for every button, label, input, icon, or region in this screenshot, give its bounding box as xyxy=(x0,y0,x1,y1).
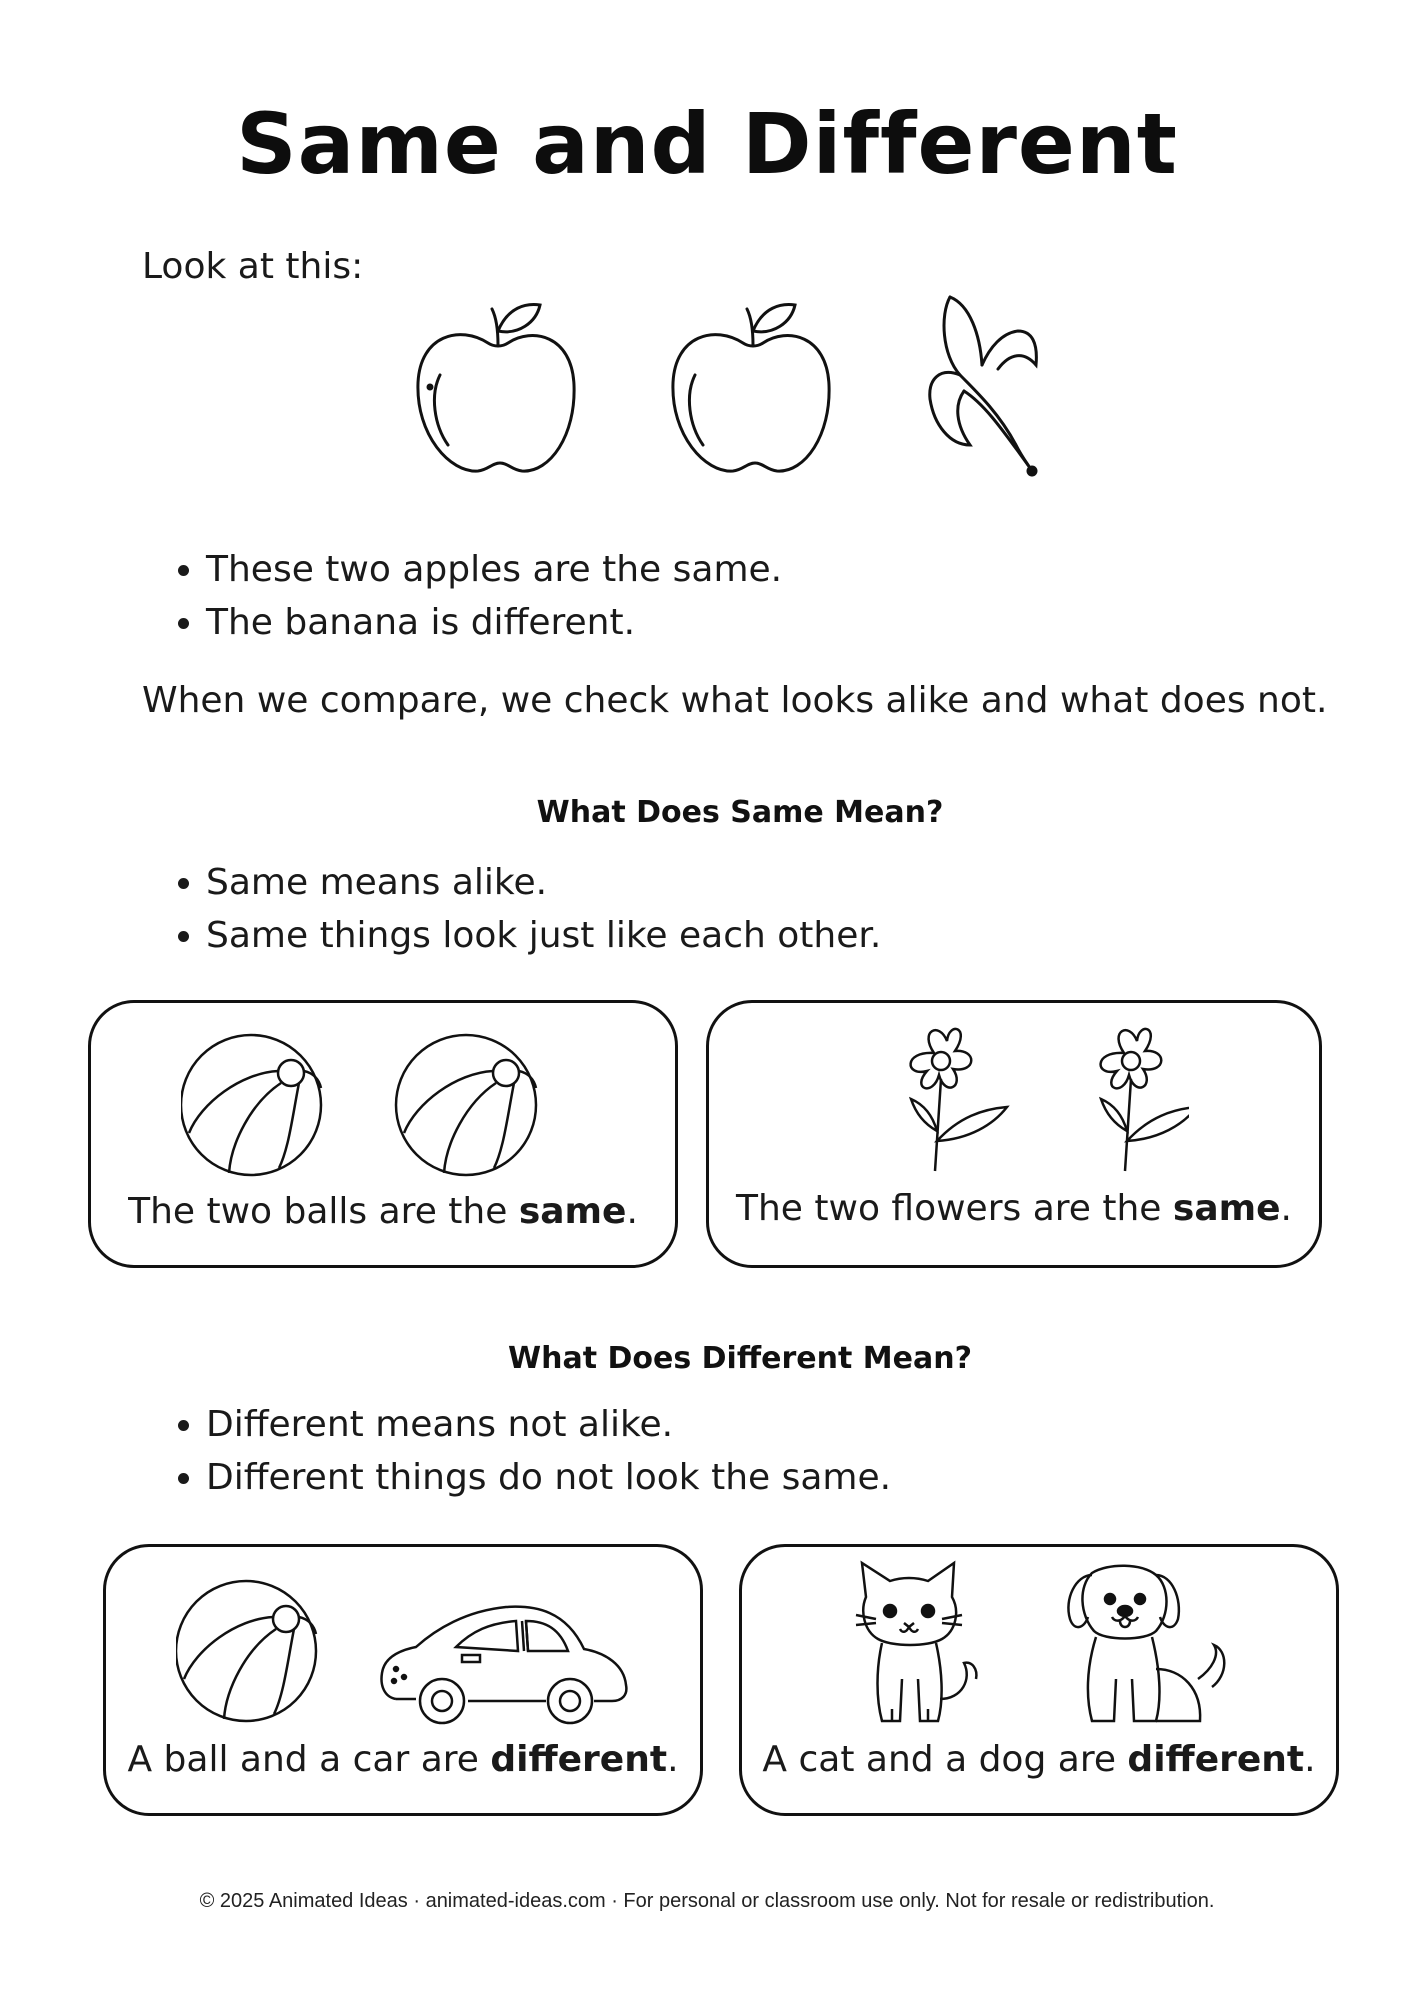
banana-icon xyxy=(930,297,1037,475)
intro-text: Look at this: xyxy=(142,246,364,287)
fruit-illustration xyxy=(400,295,1080,485)
list-item: • Different things do not look the same. xyxy=(206,1451,891,1504)
two-balls-illustration xyxy=(181,1033,581,1178)
list-item: • Same means alike. xyxy=(206,856,881,909)
balls-same-card xyxy=(88,1000,678,1268)
card-caption: A ball and a car are different. xyxy=(127,1739,679,1780)
list-item: • The banana is different. xyxy=(206,596,782,649)
cat-icon xyxy=(856,1563,976,1721)
different-section-heading: What Does Different Mean? xyxy=(508,1341,972,1376)
cat-and-dog-illustration xyxy=(852,1559,1232,1729)
different-bullet-list xyxy=(150,1398,891,1504)
card-caption: The two flowers are the same. xyxy=(735,1188,1292,1229)
flower-icon xyxy=(1101,1029,1189,1171)
list-item: • Different means not alike. xyxy=(206,1398,891,1451)
two-flowers-illustration xyxy=(889,1021,1189,1181)
apple-icon xyxy=(418,305,574,472)
dog-icon xyxy=(1068,1566,1224,1721)
flowers-same-card xyxy=(706,1000,1322,1268)
list-item: • These two apples are the same. xyxy=(206,543,782,596)
page-title: Same and Different xyxy=(236,95,1178,193)
ball-car-different-card xyxy=(103,1544,703,1816)
ball-and-car-illustration xyxy=(176,1579,636,1729)
footer-copyright: © 2025 Animated Ideas · animated-ideas.com · For personal or classroom use only. Not for resale or redistribution. xyxy=(199,1890,1215,1912)
cat-dog-different-card xyxy=(739,1544,1339,1816)
card-caption: A cat and a dog are different. xyxy=(762,1739,1316,1780)
apple-icon xyxy=(673,305,829,472)
car-icon xyxy=(382,1607,627,1723)
same-section-heading: What Does Same Mean? xyxy=(536,795,944,830)
beach-ball-icon xyxy=(396,1035,536,1175)
card-caption: The two balls are the same. xyxy=(128,1191,638,1232)
compare-text: When we compare, we check what looks alike and what does not. xyxy=(142,680,1328,721)
beach-ball-icon xyxy=(176,1581,316,1721)
flower-icon xyxy=(911,1029,1007,1171)
beach-ball-icon xyxy=(181,1035,321,1175)
fruit-bullet-list xyxy=(150,543,782,649)
same-bullet-list xyxy=(150,856,881,962)
list-item: • Same things look just like each other. xyxy=(206,909,881,962)
